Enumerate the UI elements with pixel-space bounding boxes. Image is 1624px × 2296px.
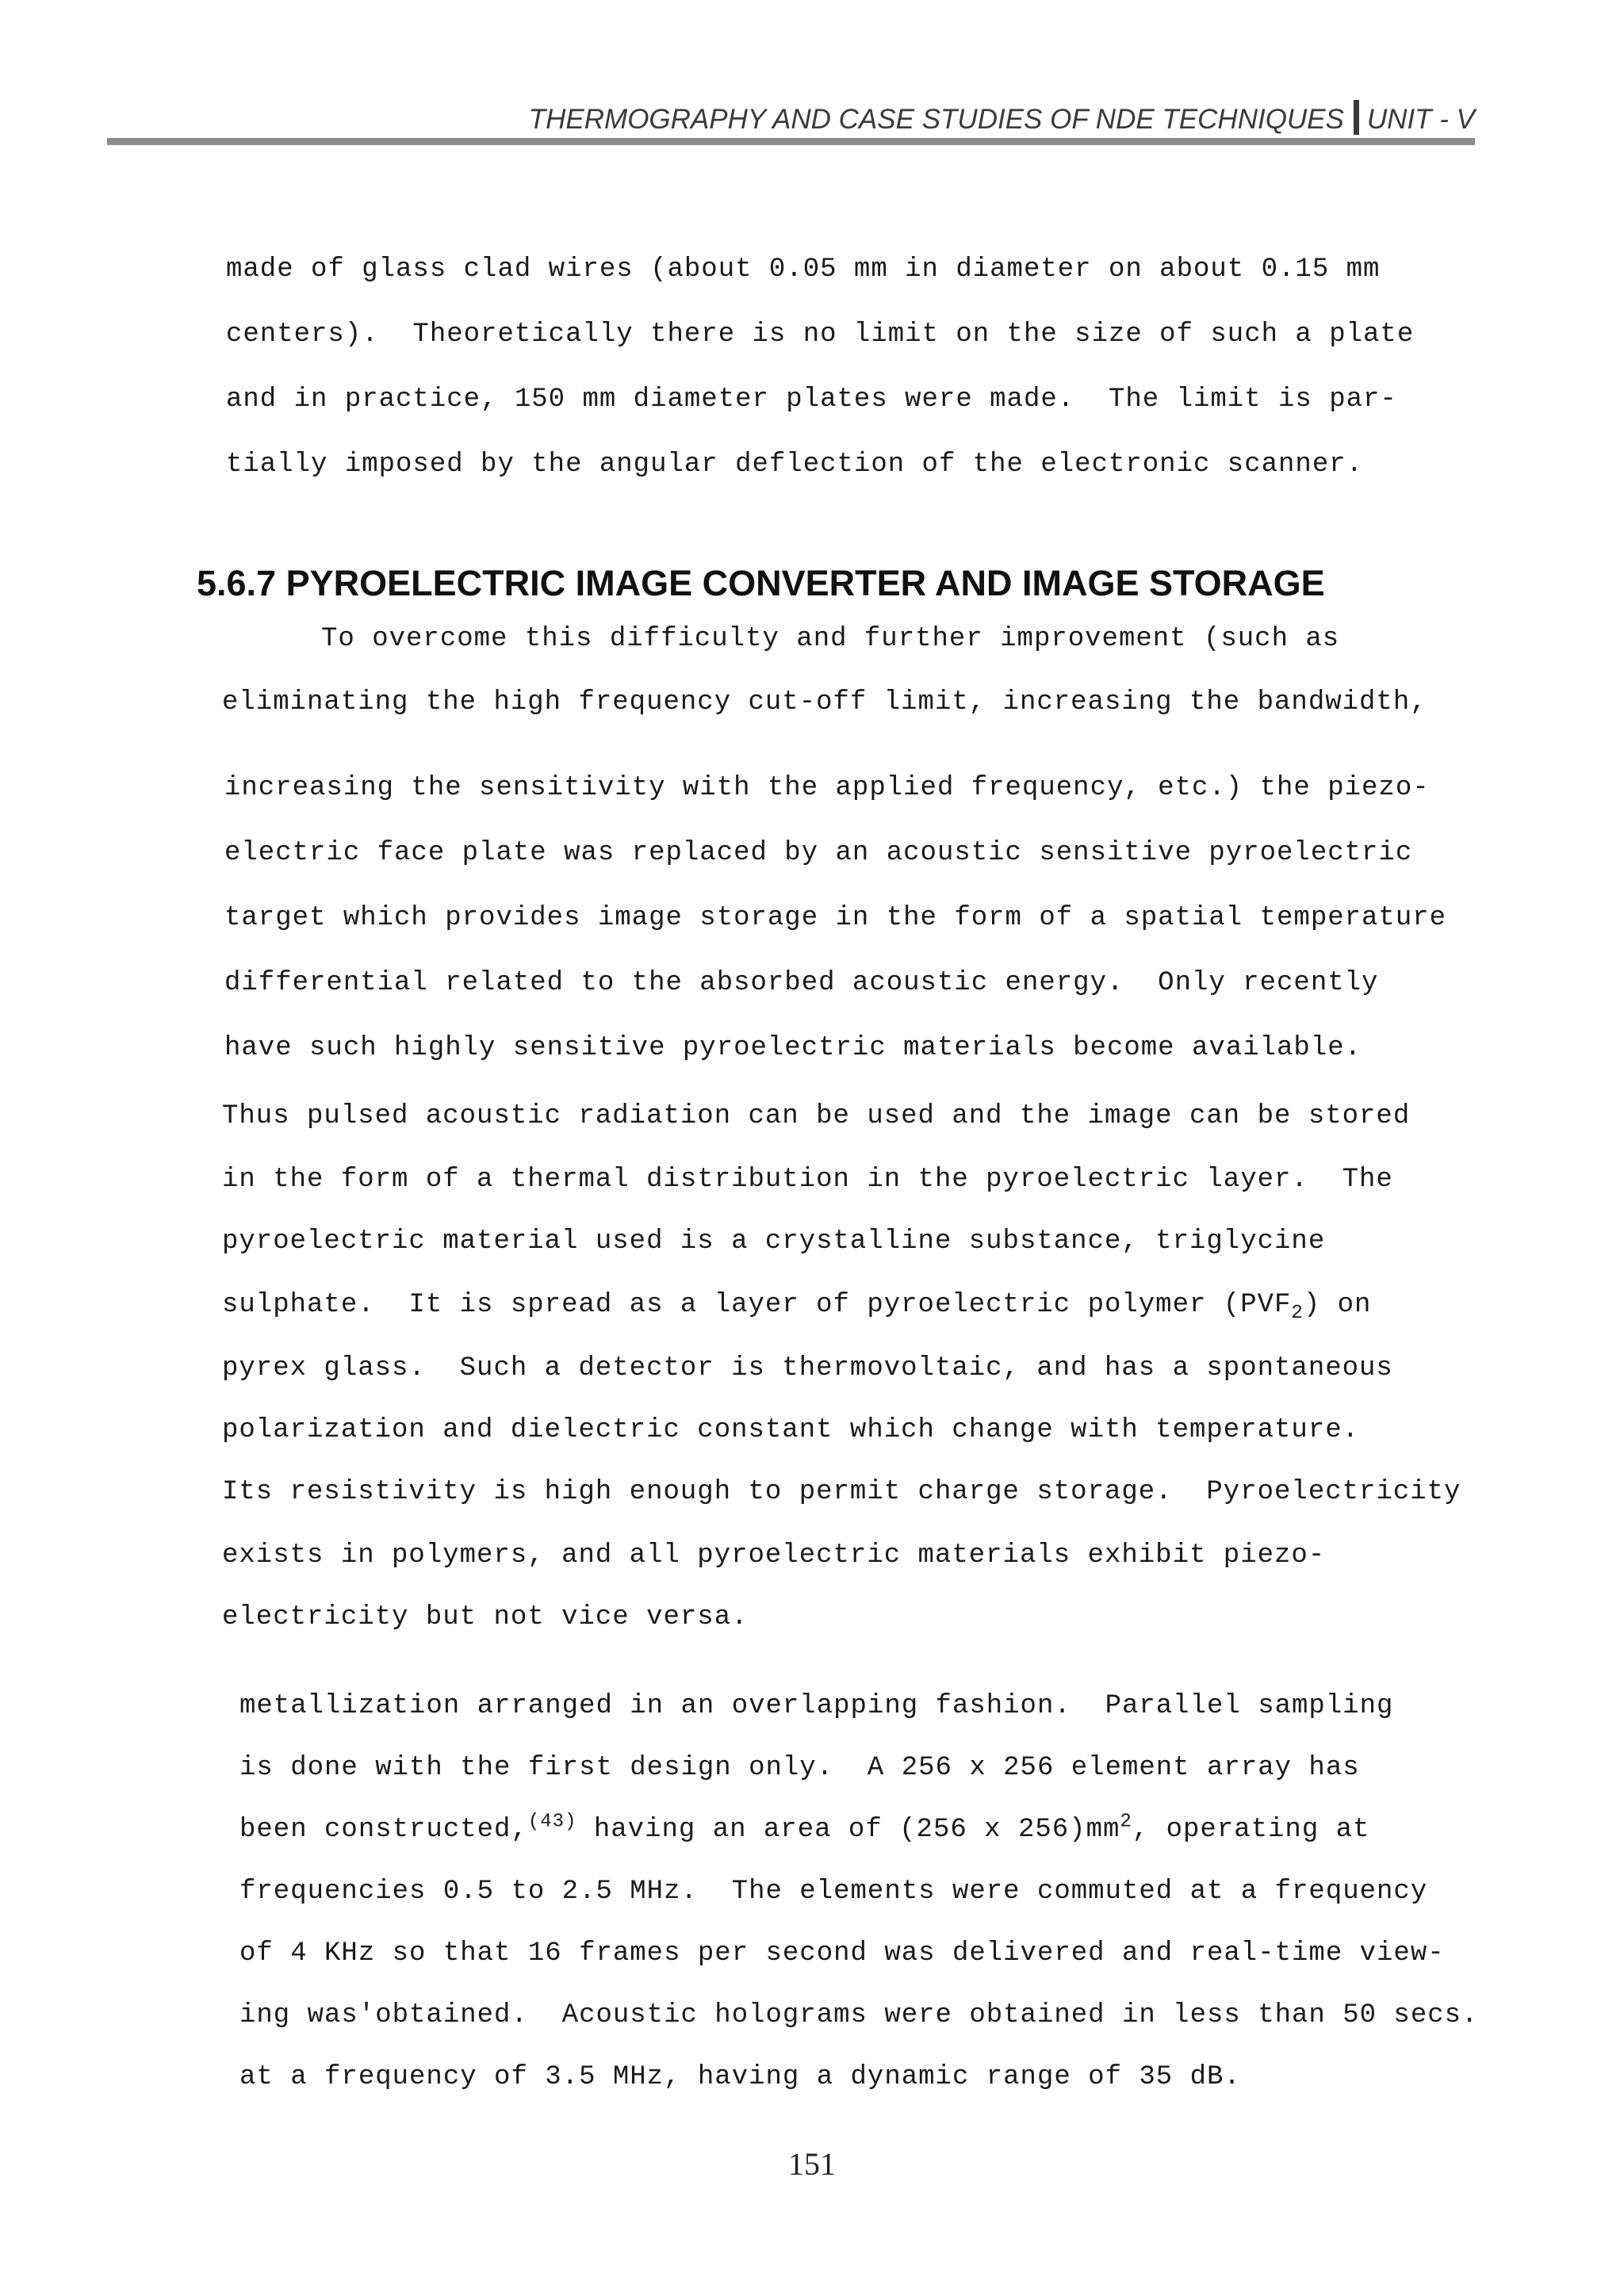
header-rule bbox=[107, 138, 1475, 145]
text-line: Thus pulsed acoustic radiation can be used and the image can be stored bbox=[222, 1101, 1411, 1131]
operating-text: , operating at bbox=[1132, 1815, 1370, 1845]
header-unit: UNIT - V bbox=[1366, 104, 1475, 135]
text-line: polarization and dielectric constant which change with temperature. bbox=[222, 1415, 1360, 1445]
text-line: in the form of a thermal distribution in the pyroelectric layer. The bbox=[222, 1165, 1393, 1195]
text-line: centers). Theoretically there is no limit on the size of such a plate bbox=[226, 320, 1415, 350]
text-line bbox=[222, 1289, 1372, 1324]
text-line: pyrex glass. Such a detector is thermovoltaic, and has a spontaneous bbox=[222, 1353, 1393, 1383]
text-line: Its resistivity is high enough to permit charge storage. Pyroelectricity bbox=[222, 1477, 1461, 1507]
text-line: of 4 KHz so that 16 frames per second was delivered and real-time view- bbox=[239, 1938, 1445, 1969]
pvf-line-end: ) on bbox=[1303, 1290, 1372, 1320]
text-line: tially imposed by the angular deflection of the electronic scanner. bbox=[226, 450, 1364, 480]
text-line: target which provides image storage in the form of a spatial temperature bbox=[224, 903, 1447, 933]
text-line: increasing the sensitivity with the applied frequency, etc.) the piezo- bbox=[224, 773, 1430, 803]
header-title: THERMOGRAPHY AND CASE STUDIES OF NDE TECHNIQUES bbox=[528, 104, 1344, 135]
text-line: and in practice, 150 mm diameter plates were made. The limit is par- bbox=[226, 385, 1397, 415]
squared-superscript: 2 bbox=[1120, 1811, 1132, 1833]
constructed-text: been constructed, bbox=[239, 1815, 528, 1845]
text-line: at a frequency of 3.5 MHz, having a dynamic range of 35 dB. bbox=[239, 2062, 1241, 2092]
text-line: electricity but not vice versa. bbox=[222, 1602, 749, 1632]
text-line: frequencies 0.5 to 2.5 MHz. The elements were commuted at a frequency bbox=[239, 1877, 1428, 1907]
pvf-subscript: 2 bbox=[1291, 1302, 1304, 1324]
text-line: ing was'obtained. Acoustic holograms were obtained in less than 50 secs. bbox=[239, 2000, 1479, 2030]
text-line: is done with the first design only. A 256 x 256 element array has bbox=[239, 1753, 1360, 1783]
page-number: 151 bbox=[788, 2146, 836, 2182]
text-line: To overcome this difficulty and further improvement (such as bbox=[321, 624, 1340, 654]
text-line: electric face plate was replaced by an acoustic sensitive pyroelectric bbox=[224, 838, 1413, 868]
text-line: differential related to the absorbed acoustic energy. Only recently bbox=[224, 968, 1379, 998]
reference-superscript: (43) bbox=[527, 1811, 577, 1833]
text-line: made of glass clad wires (about 0.05 mm in diameter on about 0.15 mm bbox=[226, 254, 1381, 285]
text-line bbox=[239, 1811, 1370, 1846]
header-separator bbox=[1354, 100, 1359, 135]
page-header bbox=[107, 94, 1475, 141]
area-text: having an area of (256 x 256)mm bbox=[593, 1815, 1120, 1845]
pvf-line-text: sulphate. It is spread as a layer of pyroelectric polymer (PVF bbox=[222, 1290, 1292, 1320]
text-line: exists in polymers, and all pyroelectric materials exhibit piezo- bbox=[222, 1540, 1326, 1571]
section-heading: 5.6.7 PYROELECTRIC IMAGE CONVERTER AND IMAGE STORAGE bbox=[197, 563, 1325, 603]
header-text bbox=[529, 100, 1475, 136]
text-line: metallization arranged in an overlapping fashion. Parallel sampling bbox=[239, 1691, 1394, 1721]
text-line: pyroelectric material used is a crystalline substance, triglycine bbox=[222, 1226, 1326, 1257]
text-line: have such highly sensitive pyroelectric materials become available. bbox=[224, 1033, 1362, 1063]
text-line: eliminating the high frequency cut-off limit, increasing the bandwidth, bbox=[222, 687, 1427, 718]
